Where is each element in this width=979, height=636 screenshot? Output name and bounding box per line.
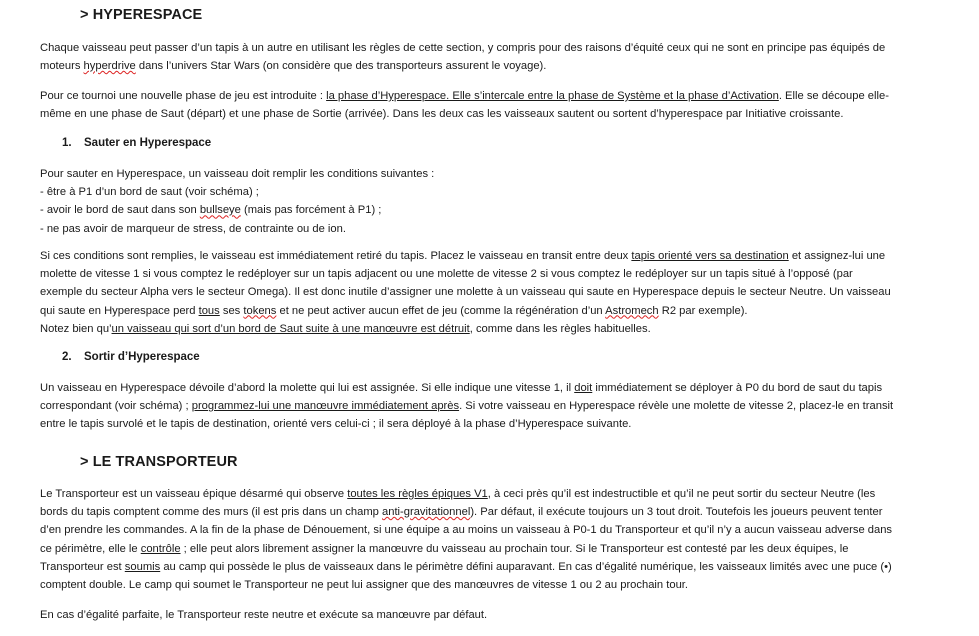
text: , à ceci près qu’il est indestructible et qu’il ne peut sortir du secteur Neutre (les <box>487 488 876 500</box>
spellcheck-word: bullseye <box>199 204 241 217</box>
list-item <box>40 183 940 201</box>
text: d’en prendre les commandes. A la fin de la phase de Dénouement, si une équipe a au moins un vaisseau à P0-1 du Transporteur et qu’il n’y a aucun vaisseau adverse dans <box>40 524 893 537</box>
underlined-text: tapis orienté vers sa destination <box>631 250 789 262</box>
text: Transporteur est <box>40 560 125 573</box>
text: dans l’univers Star Wars (on considère que des transporteurs assurent le voyage). <box>135 60 547 73</box>
text: . Elle se découpe elle- <box>778 90 889 102</box>
underlined-text: contrôle <box>140 542 181 555</box>
text: Pour ce tournoi une nouvelle phase de jeu est introduite : <box>40 90 327 102</box>
text-line <box>40 379 940 397</box>
text-line <box>40 265 940 283</box>
underlined-text: tous <box>198 304 220 317</box>
text-line <box>40 485 940 503</box>
text-line <box>40 540 940 558</box>
text-line <box>40 165 940 183</box>
text: et assignez-lui une <box>788 250 886 262</box>
section-title-transporteur: > LE TRANSPORTEUR <box>80 454 238 470</box>
text-line <box>40 606 940 624</box>
spellcheck-word: Astromech <box>605 304 659 317</box>
text: immédiatement se déployer à P0 du bord de saut du tapis <box>592 382 883 394</box>
subsection-title-sortir <box>62 351 200 363</box>
subsection-label: Sauter en Hyperespace <box>84 137 212 149</box>
paragraph-transporteur <box>40 485 940 594</box>
spellcheck-word: tokens <box>243 304 277 317</box>
subsection-label: Sortir d’Hyperespace <box>84 351 200 363</box>
text: entre le tapis survolé et le tapis de destination, orienté vers celui-ci ; il sera déployé à la phase d’Hyperespace suivante. <box>40 418 632 431</box>
list-number: 2. <box>62 351 72 363</box>
text: qui saute en Hyperespace perd <box>40 304 199 317</box>
text: En cas d’égalité parfaite, le Transporteur reste neutre et exécute sa manœuvre par défaut. <box>40 609 488 621</box>
underlined-text: doit <box>574 382 593 394</box>
section-title-hyperespace: > HYPERESPACE <box>80 7 203 23</box>
text-line <box>40 57 940 75</box>
text: moteurs <box>40 60 84 73</box>
text: Un vaisseau en Hyperespace dévoile d’abord la molette qui lui est assignée. Si elle indique une vitesse 1, il <box>40 382 575 394</box>
text: ; elle peut alors librement assigner la manœuvre du vaisseau au prochain tour. Si le Transporteur est contesté par les deux équipes, le <box>180 542 849 555</box>
text: et ne peut activer aucun effet de jeu (comme la régénération d’un <box>276 304 606 317</box>
text-line <box>40 397 940 415</box>
text: comptent double. Le camp qui soumet le Transporteur ne peut lui assigner que des manœuvres de vitesse 1 ou 2 au prochain tour. <box>40 579 689 592</box>
text: - être à P1 d’un bord de saut (voir schéma) ; <box>40 186 259 199</box>
text-line <box>40 302 940 320</box>
paragraph-hyperespace-intro <box>40 39 940 75</box>
text: . Si votre vaisseau en Hyperespace révèle une molette de vitesse 2, placez-le en transit <box>459 400 894 413</box>
text: Pour sauter en Hyperespace, un vaisseau doit remplir les conditions suivantes : <box>40 168 435 180</box>
text-line <box>40 415 940 433</box>
paragraph-transporteur-neutre <box>40 606 940 624</box>
text: Notez bien qu’ <box>40 322 112 335</box>
text-line <box>40 503 940 521</box>
text: ). Par défaut, il exécute toujours un 3 tout droit. Toutefois les joueurs peuvent tenter <box>470 506 883 519</box>
text: exemple du secteur Alpha vers le secteur Omega). Il est donc inutile d’assigner une molette à un vaisseau qui saute en Hyperespace depuis le secteur Neutre. Un vaisseau <box>40 286 891 299</box>
text-line <box>40 39 940 57</box>
text: ce périmètre, elle le <box>40 542 141 555</box>
text: Chaque vaisseau peut passer d’un tapis à un autre en utilisant les règles de cette section, y compris pour des raisons d’équité ceux qui ne sont en principe pas équipés de <box>40 42 886 54</box>
subsection-title-sauter <box>62 137 211 149</box>
text-line <box>40 558 940 576</box>
text: Si ces conditions sont remplies, le vaisseau est immédiatement retiré du tapis. Placez le vaisseau en transit entre deux <box>40 250 632 262</box>
text-line <box>40 283 940 301</box>
text: bords du tapis comptent comme des murs (il est pris dans un champ <box>40 506 382 519</box>
spellcheck-word: hyperdrive <box>83 60 136 73</box>
paragraph-conditions <box>40 165 940 238</box>
text: - ne pas avoir de marqueur de stress, de contrainte ou de ion. <box>40 222 346 235</box>
list-number: 1. <box>62 137 72 149</box>
underlined-text: toutes les règles épiques V1 <box>347 488 488 500</box>
text-line <box>40 247 940 265</box>
text: au camp qui possède le plus de vaisseaux dans le périmètre défini auparavant. En cas d’égalité numérique, les vaisseaux limités avec une puce (•) <box>160 560 892 573</box>
text-line <box>40 576 940 594</box>
text: - avoir le bord de saut dans son <box>40 204 200 217</box>
underlined-text: un vaisseau qui sort d’un bord de Saut suite à une manœuvre est détruit <box>111 322 470 335</box>
underlined-text: soumis <box>124 560 161 573</box>
list-item <box>40 220 940 238</box>
text-line <box>40 87 940 105</box>
text: R2 par exemple). <box>658 304 748 317</box>
text-line <box>40 521 940 539</box>
text: , comme dans les règles habituelles. <box>469 322 651 335</box>
text: même en une phase de Saut (départ) et une phase de Sortie (arrivée). Dans les deux cas les vaisseaux sautent ou sortent d’hyperespace par Initiative croissante. <box>40 108 844 121</box>
text: Le Transporteur est un vaisseau épique désarmé qui observe <box>40 488 348 500</box>
text-line <box>40 320 940 338</box>
underlined-text: programmez-lui une manœuvre immédiatement après <box>191 400 460 413</box>
text: molette de vitesse 1 si vous comptez le redéployer sur un tapis adjacent ou une molette de vitesse 2 si vous comptez le redéployer sur un tapis situé à l’opposé (par <box>40 268 853 281</box>
text: correspondant (voir schéma) ; <box>40 400 192 413</box>
paragraph-sauter-rules <box>40 247 940 338</box>
paragraph-hyperespace-phase <box>40 87 940 123</box>
text: (mais pas forcément à P1) ; <box>240 204 382 217</box>
list-item <box>40 201 940 219</box>
paragraph-sortir-rules <box>40 379 940 434</box>
text: ses <box>219 304 244 317</box>
text-line <box>40 105 940 123</box>
spellcheck-word: anti-gravitationnel <box>382 506 471 519</box>
underlined-text: la phase d’Hyperespace. Elle s’intercale entre la phase de Système et la phase d’Activation <box>326 90 779 102</box>
